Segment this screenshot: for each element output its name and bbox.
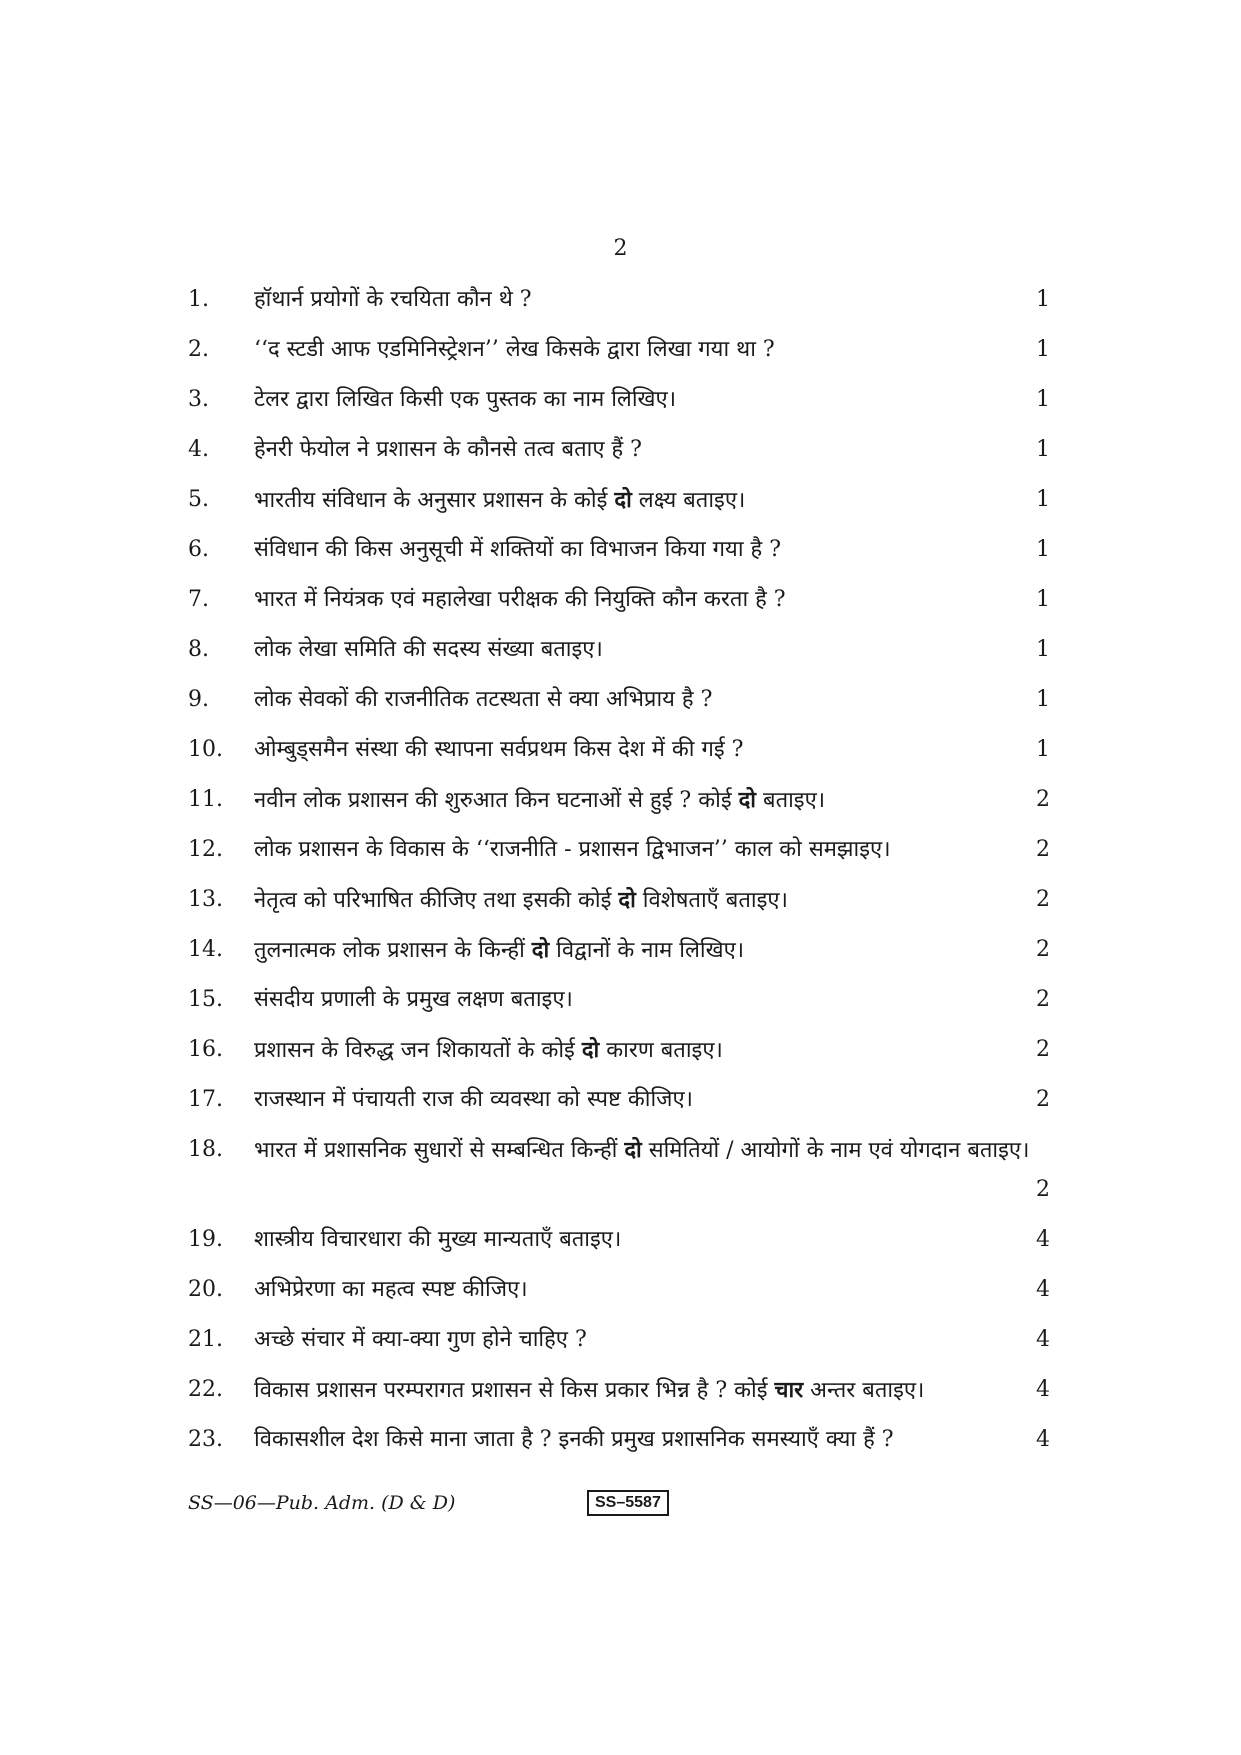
question-item	[0, 825, 1241, 875]
question-item	[0, 975, 1241, 1025]
text-segment: विशेषताएँ बताइए।	[635, 888, 788, 913]
text-segment: अभिप्रेरणा का महत्व स्पष्ट कीजिए।	[254, 1277, 528, 1302]
question-text	[254, 925, 1054, 976]
question-number: 1.	[188, 287, 209, 312]
question-text	[254, 1365, 1054, 1416]
question-number: 3.	[188, 387, 209, 412]
question-text	[254, 1130, 1054, 1171]
question-marks: 1	[1036, 587, 1050, 612]
paper-id-box: SS–5587	[587, 1490, 669, 1516]
question-marks: 4	[1036, 1227, 1050, 1252]
text-segment: लोक लेखा समिति की सदस्य संख्या बताइए।	[254, 637, 603, 662]
question-number: 21.	[188, 1327, 223, 1352]
question-marks: 4	[1036, 1327, 1050, 1352]
question-text	[254, 375, 1054, 425]
emphasis-word: दो	[618, 887, 636, 913]
question-number: 19.	[188, 1227, 223, 1252]
question-text	[254, 275, 1054, 325]
question-number: 6.	[188, 537, 209, 562]
question-marks: 1	[1036, 437, 1050, 462]
question-number: 23.	[188, 1427, 223, 1452]
question-number: 8.	[188, 637, 209, 662]
question-marks: 1	[1036, 737, 1050, 762]
question-marks: 2	[1036, 887, 1050, 912]
text-segment: बताइए।	[756, 788, 826, 813]
question-number: 20.	[188, 1277, 223, 1302]
paper-code: SS—06—Pub. Adm. (D & D)	[188, 1492, 456, 1514]
question-item	[0, 725, 1241, 775]
emphasis-word: चार	[774, 1377, 804, 1403]
question-marks: 4	[1036, 1377, 1050, 1402]
question-number: 4.	[188, 437, 209, 462]
text-segment: लोक सेवकों की राजनीतिक तटस्थता से क्या अभिप्राय है ?	[254, 687, 713, 712]
question-text	[254, 975, 1054, 1025]
text-segment: संसदीय प्रणाली के प्रमुख लक्षण बताइए।	[254, 987, 573, 1012]
question-number: 12.	[188, 837, 223, 862]
question-item	[0, 1025, 1241, 1075]
text-segment: विकासशील देश किसे माना जाता है ? इनकी प्रमुख प्रशासनिक समस्याएँ क्या हैं ?	[254, 1427, 894, 1452]
question-item	[0, 925, 1241, 975]
question-item	[0, 425, 1241, 475]
question-item	[0, 675, 1241, 725]
emphasis-word: दो	[624, 1137, 642, 1163]
text-segment: समितियों / आयोगों के नाम एवं योगदान बताइए।	[641, 1138, 1030, 1163]
question-marks: 1	[1036, 387, 1050, 412]
text-segment: नवीन लोक प्रशासन की शुरुआत किन घटनाओं से हुई ? कोई	[254, 788, 739, 813]
question-item	[0, 575, 1241, 625]
question-text	[254, 325, 1054, 375]
question-text	[254, 525, 1054, 575]
question-text	[254, 1025, 1054, 1076]
question-text	[254, 475, 1054, 526]
text-segment: अन्तर बताइए।	[803, 1378, 925, 1403]
question-text	[254, 675, 1054, 725]
question-item	[0, 325, 1241, 375]
question-number: 22.	[188, 1377, 223, 1402]
question-text	[254, 625, 1054, 675]
footer	[0, 1488, 1241, 1518]
text-segment: लोक प्रशासन के विकास के ‘‘राजनीति - प्रशासन द्विभाजन’’ काल को समझाइए।	[254, 837, 891, 862]
text-segment: संविधान की किस अनुसूची में शक्तियों का विभाजन किया गया है ?	[254, 537, 781, 562]
text-segment: प्रशासन के विरुद्ध जन शिकायतों के कोई	[254, 1038, 582, 1063]
text-segment: टेलर द्वारा लिखित किसी एक पुस्तक का नाम लिखिए।	[254, 387, 677, 412]
question-number: 13.	[188, 887, 223, 912]
question-item	[0, 1215, 1241, 1265]
question-text	[254, 575, 1054, 625]
question-number: 14.	[188, 937, 223, 962]
text-segment: भारत में प्रशासनिक सुधारों से सम्बन्धित किन्हीं	[254, 1138, 625, 1163]
emphasis-word: दो	[531, 937, 550, 963]
question-item	[0, 1365, 1241, 1415]
question-text	[254, 1265, 1054, 1315]
question-marks: 1	[1036, 637, 1050, 662]
question-item	[0, 1315, 1241, 1365]
question-marks: 1	[1036, 687, 1050, 712]
question-text	[254, 1215, 1054, 1265]
question-item	[0, 1125, 1241, 1215]
text-segment: अच्छे संचार में क्या-क्या गुण होने चाहिए ?	[254, 1327, 587, 1352]
question-marks: 2	[1036, 1037, 1050, 1062]
text-segment: हेनरी फेयोल ने प्रशासन के कौनसे तत्व बताए हैं ?	[254, 437, 642, 462]
question-number: 17.	[188, 1087, 223, 1112]
question-marks: 2	[1036, 937, 1050, 962]
question-number: 2.	[188, 337, 209, 362]
text-segment: विद्वानों के नाम लिखिए।	[549, 938, 745, 963]
emphasis-word: दो	[581, 1037, 600, 1063]
question-number: 18.	[188, 1137, 223, 1162]
question-text	[254, 825, 1054, 875]
question-item	[0, 875, 1241, 925]
question-text	[254, 1415, 1054, 1465]
question-marks: 2	[1036, 987, 1050, 1012]
question-text	[254, 725, 1054, 775]
text-segment: लक्ष्य बताइए।	[631, 488, 746, 513]
question-marks: 4	[1036, 1277, 1050, 1302]
question-item	[0, 1075, 1241, 1125]
question-marks: 1	[1036, 337, 1050, 362]
question-item	[0, 625, 1241, 675]
text-segment: कारण बताइए।	[599, 1038, 723, 1063]
text-segment: नेतृत्व को परिभाषित कीजिए तथा इसकी कोई	[254, 888, 619, 913]
question-number: 5.	[188, 487, 209, 512]
question-marks: 2	[1036, 1087, 1050, 1112]
page-number: 2	[613, 236, 628, 261]
question-number: 9.	[188, 687, 209, 712]
question-marks: 1	[1036, 487, 1050, 512]
question-item	[0, 1265, 1241, 1315]
text-segment: शास्त्रीय विचारधारा की मुख्य मान्यताएँ बताइए।	[254, 1227, 622, 1252]
question-marks: 2	[1036, 837, 1050, 862]
question-text	[254, 425, 1054, 475]
question-item	[0, 475, 1241, 525]
question-number: 15.	[188, 987, 223, 1012]
text-segment: भारत में नियंत्रक एवं महालेखा परीक्षक की नियुक्ति कौन करता है ?	[254, 587, 786, 612]
question-marks: 2	[1036, 787, 1050, 812]
question-text	[254, 875, 1054, 926]
question-item	[0, 1415, 1241, 1465]
question-number: 10.	[188, 737, 223, 762]
emphasis-word: दो	[614, 487, 632, 513]
question-item	[0, 375, 1241, 425]
question-list	[0, 275, 1241, 1465]
question-number: 7.	[188, 587, 209, 612]
text-segment: भारतीय संविधान के अनुसार प्रशासन के कोई	[254, 488, 615, 513]
question-item	[0, 275, 1241, 325]
question-number: 11.	[188, 787, 223, 812]
question-item	[0, 525, 1241, 575]
text-segment: ओम्बुड्समैन संस्था की स्थापना सर्वप्रथम किस देश में की गई ?	[254, 737, 744, 762]
question-marks: 1	[1036, 537, 1050, 562]
question-item	[0, 775, 1241, 825]
text-segment: विकास प्रशासन परम्परागत प्रशासन से किस प्रकार भिन्न है ? कोई	[254, 1378, 775, 1403]
question-text	[254, 1075, 1054, 1125]
text-segment: हॉथार्न प्रयोगों के रचयिता कौन थे ?	[254, 287, 532, 312]
question-text	[254, 1315, 1054, 1365]
text-segment: राजस्थान में पंचायती राज की व्यवस्था को स्पष्ट कीजिए।	[254, 1087, 693, 1112]
question-marks: 4	[1036, 1427, 1050, 1452]
text-segment: ‘‘द स्टडी आफ एडमिनिस्ट्रेशन’’ लेख किसके द्वारा लिखा गया था ?	[254, 337, 775, 362]
question-number: 16.	[188, 1037, 223, 1062]
emphasis-word: दो	[738, 787, 757, 813]
question-text	[254, 775, 1054, 826]
text-segment: तुलनात्मक लोक प्रशासन के किन्हीं	[254, 938, 532, 963]
question-marks: 2	[1036, 1177, 1050, 1202]
question-marks: 1	[1036, 287, 1050, 312]
